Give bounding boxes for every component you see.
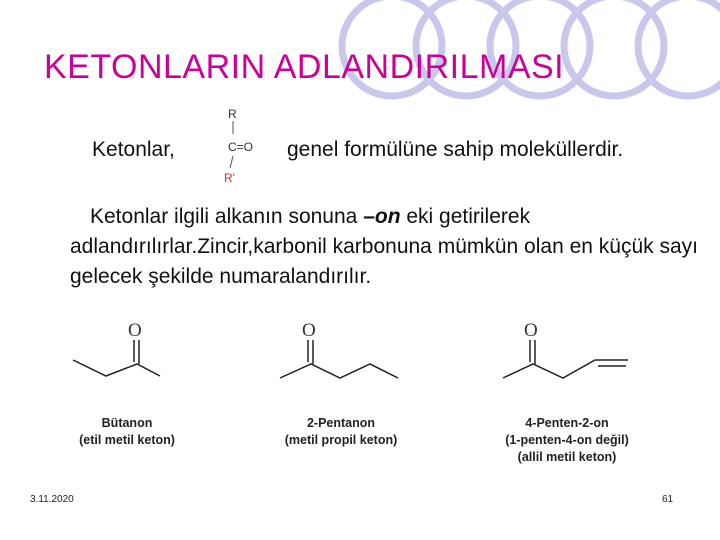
formula-r-bottom: R' <box>224 171 235 184</box>
pentanone-oxygen: O <box>302 320 316 341</box>
paragraph-before: Ketonlar ilgili alkanın sonuna <box>90 205 364 228</box>
slide-title: KETONLARIN ADLANDIRILMASI <box>44 48 565 86</box>
pentenone-oxygen: O <box>524 320 538 341</box>
formula-center: C=O <box>228 140 254 154</box>
footer-page-number: 61 <box>662 494 674 505</box>
pentanone-structure <box>276 316 406 386</box>
intro-prefix: Ketonlar, <box>92 138 175 161</box>
butanone-name: Bütanon <box>101 416 153 430</box>
pentenone-alt-name: (1-penten-4-on değil) <box>505 433 629 447</box>
pentenone-common-name: (allil metil keton) <box>517 450 617 464</box>
pentanone-label <box>241 415 441 449</box>
butanone-common-name: (etil metil keton) <box>79 433 175 447</box>
pentenone-name: 4-Penten-2-on <box>525 416 609 430</box>
pentenone-label <box>467 415 667 466</box>
butanone-label <box>27 415 227 449</box>
paragraph-after: eki getirilerek adlandırılırlar.Zincir,karbonil karbonuna mümkün olan en küçük sayı gelecek şekilde numaralandırılır. <box>70 205 698 288</box>
formula-r-top: R <box>228 107 237 121</box>
intro-suffix: genel formülüne sahip moleküllerdir. <box>287 138 624 161</box>
butanone-structure <box>70 316 200 386</box>
footer-date: 3.11.2020 <box>30 494 74 505</box>
butanone-oxygen: O <box>128 320 142 341</box>
pentenone-structure <box>500 316 640 386</box>
paragraph-emphasis: –on <box>363 205 401 228</box>
ketone-general-formula <box>218 104 272 184</box>
pentanone-common-name: (metil propil keton) <box>284 433 398 447</box>
pentanone-name: 2-Pentanon <box>306 416 376 430</box>
naming-paragraph <box>70 202 710 292</box>
